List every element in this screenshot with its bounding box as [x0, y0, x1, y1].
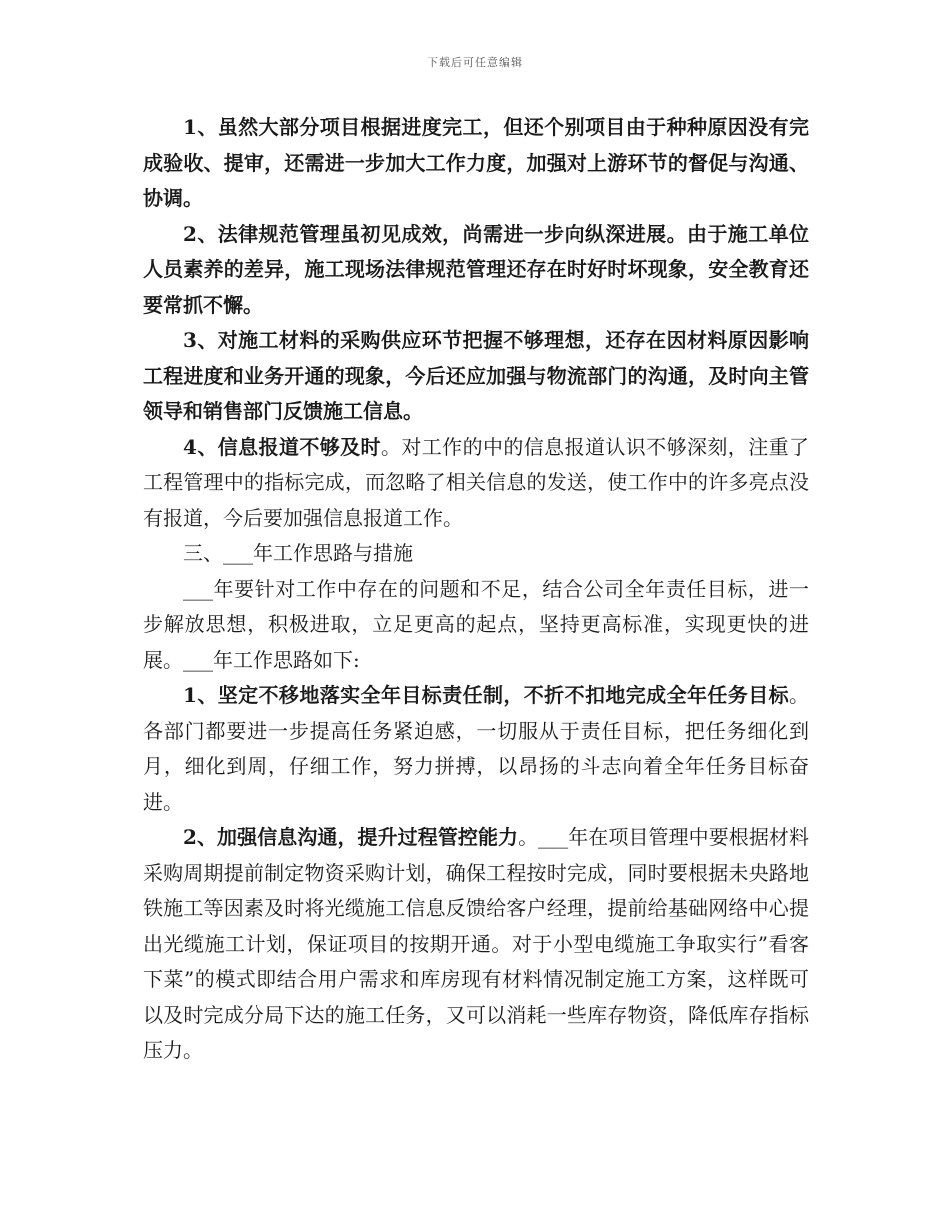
paragraph-measure-1 [143, 678, 809, 820]
paragraph-issue-2 [143, 217, 809, 324]
paragraph-heading: 1、虽然大部分项目根据进度完工，但还个别项目由于种种原因没有完成验收、提审，还需进一步加大工作力度，加强对上游环节的督促与沟通、协调。 [143, 115, 809, 210]
section-heading [143, 536, 809, 572]
paragraph-text: ___年要针对工作中存在的问题和不足，结合公司全年责任目标，进一步解放思想，积极进取，立足更高的起点，坚持更高标准，实现更快的进展。___年工作思路如下: [143, 576, 809, 672]
paragraph-heading: 2、加强信息沟通，提升过程管控能力 [183, 825, 519, 849]
paragraph-heading: 1、坚定不移地落实全年目标责任制，不折不扣地完成全年任务目标 [183, 683, 789, 707]
paragraph-measure-2 [143, 820, 809, 1069]
paragraph-issue-4 [143, 430, 809, 537]
paragraph-issue-1 [143, 110, 809, 217]
paragraph-intro [143, 572, 809, 679]
paragraph-text: 。对工作的中的信息报道认识不够深刻，注重了工程管理中的指标完成，而忽略了相关信息的发送，使工作中的许多亮点没有报道，今后要加强信息报道工作。 [143, 434, 810, 530]
paragraph-text: 三、___年工作思路与措施 [183, 541, 413, 565]
paragraph-heading: 2、法律规范管理虽初见成效，尚需进一步向纵深进展。由于施工单位人员素养的差异，施工现场法律规范管理还存在时好时坏现象，安全教育还要常抓不懈。 [143, 221, 809, 317]
paragraph-issue-3 [143, 323, 809, 430]
paragraph-text: 。___年在项目管理中要根据材料采购周期提前制定物资采购计划，确保工程按时完成，同时要根据未央路地铁施工等因素及时将光缆施工信息反馈给客户经理，提前给基础网络中心提出光缆施工计划，保证项目的按期开通。对于小型电缆施工争取实行”看客下菜”的模式即结合用户需求和库房现有材料情况制定施工方案，这样既可以及时完成分局下达的施工任务，又可以消耗一些库存物资，降低库存指标压力。 [143, 825, 809, 1062]
page-header: 下载后可任意编辑 [427, 56, 523, 69]
document-body [143, 110, 809, 1069]
paragraph-text: 。各部门都要进一步提高任务紧迫感，一切服从于责任目标，把任务细化到月，细化到周，仔细工作，努力拼搏，以昂扬的斗志向着全年任务目标奋进。 [143, 683, 809, 814]
paragraph-heading: 4、信息报道不够及时 [183, 434, 381, 459]
paragraph-heading: 3、对施工材料的采购供应环节把握不够理想，还存在因材料原因影响工程进度和业务开通的现象，今后还应加强与物流部门的沟通，及时向主管领导和销售部门反馈施工信息。 [143, 328, 809, 423]
